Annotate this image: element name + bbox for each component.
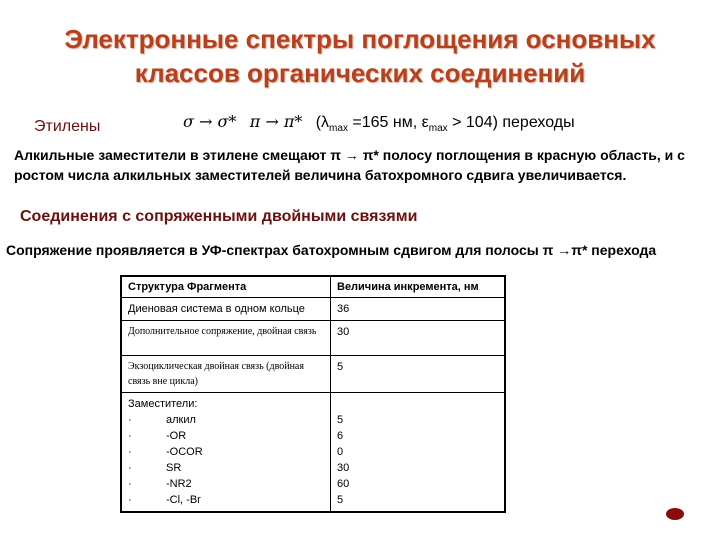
table-header-row xyxy=(121,276,505,298)
decorative-oval-icon xyxy=(666,508,684,520)
sigma-transition: σ → σ* xyxy=(183,112,237,131)
bullet: · xyxy=(128,430,132,442)
substituent-value: 5 xyxy=(337,494,344,506)
ethylenes-label: Этилены xyxy=(34,118,101,135)
substituent-name: SR xyxy=(166,462,182,474)
substituent-name: -OCOR xyxy=(166,446,203,458)
bullet: · xyxy=(128,494,132,506)
slide-title xyxy=(0,22,720,90)
lambda-sub: max xyxy=(329,123,348,135)
increment-table xyxy=(120,275,506,513)
conjugated-heading: Соединения с сопряженными двойными связями xyxy=(20,208,418,225)
value-cell: 30 xyxy=(331,321,506,356)
bullet: · xyxy=(128,414,132,426)
header-structure: Структура Фрагмента xyxy=(121,276,331,298)
title-line-1: Электронные спектры поглощения основных xyxy=(64,24,656,54)
substituents-label: Заместители: xyxy=(128,398,198,410)
value-cell: 5 xyxy=(331,356,506,393)
transitions-suffix: > 104) переходы xyxy=(447,114,575,131)
structure-cell: Дополнительное сопряжение, двойная связь xyxy=(121,321,331,356)
substituents-values-cell xyxy=(331,393,506,513)
pi-transition: π → π* xyxy=(249,112,303,131)
alkyl-paragraph: Алкильные заместители в этилене смещают π → π* полосу поглощения в красную область, и с ростом числа алкильных заместителей величина батохромного сдвига увеличивается. xyxy=(14,147,685,183)
bullet: · xyxy=(128,462,132,474)
epsilon-text: =165 нм, ε xyxy=(347,114,429,131)
epsilon-sub: max xyxy=(428,123,448,135)
table-row-substituents xyxy=(121,393,505,513)
table-row xyxy=(121,356,505,393)
substituent-name: -Cl, -Br xyxy=(166,494,201,506)
header-increment: Величина инкремента, нм xyxy=(331,276,506,298)
substituent-value: 0 xyxy=(337,446,344,458)
substituent-value: 60 xyxy=(337,478,350,490)
conjugation-paragraph: Сопряжение проявляется в УФ-спектрах батохромным сдвигом для полосы π →π* перехода xyxy=(6,242,657,258)
ethylenes-transitions xyxy=(183,112,575,134)
substituent-value: 5 xyxy=(337,414,344,426)
bullet: · xyxy=(128,446,132,458)
substituent-name: -OR xyxy=(166,430,187,442)
lambda-text: (λ xyxy=(315,114,330,131)
substituent-name: алкил xyxy=(166,414,196,426)
substituent-name: -NR2 xyxy=(166,478,192,490)
title-line-2: классов органических соединений xyxy=(134,58,586,88)
bullet: · xyxy=(128,478,132,490)
structure-cell: Экзоциклическая двойная связь (двойная связь вне цикла) xyxy=(121,356,331,393)
substituents-cell xyxy=(121,393,331,513)
table-row xyxy=(121,298,505,321)
value-cell: 36 xyxy=(331,298,506,321)
structure-cell: Диеновая система в одном кольце xyxy=(121,298,331,321)
substituent-value: 6 xyxy=(337,430,344,442)
substituent-value: 30 xyxy=(337,462,350,474)
table-row xyxy=(121,321,505,356)
